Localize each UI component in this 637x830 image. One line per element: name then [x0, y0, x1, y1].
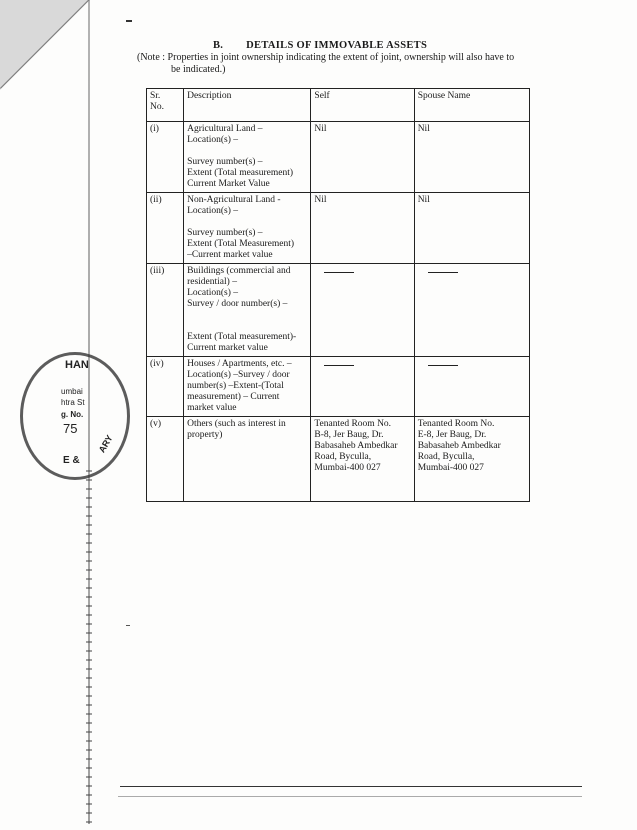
row-self-value: Tenanted Room No. B-8, Jer Baug, Dr. Babasaheb Ambedkar Road, Byculla, Mumbai-400 027	[311, 417, 414, 502]
binding-perforation	[86, 470, 92, 830]
description-part-a: Buildings (commercial and residential) – Location(s) – Survey / door number(s) –	[187, 266, 291, 309]
header-self: Self	[311, 89, 414, 122]
row-sr: (ii)	[147, 193, 184, 264]
note-text	[137, 52, 532, 76]
row-description	[184, 193, 311, 264]
stamp-text-3: htra St	[61, 398, 85, 407]
row-description	[184, 357, 311, 417]
stamp-text-5: 75	[63, 421, 78, 436]
row-sr: (iv)	[147, 357, 184, 417]
row-sr: (v)	[147, 417, 184, 502]
page-bottom-rule	[120, 786, 582, 787]
description-part-b: Survey number(s) – Extent (Total measurement) Current Market Value	[187, 157, 293, 189]
row-sr: (i)	[147, 122, 184, 193]
blank-dash	[324, 365, 354, 366]
note-line-2: be indicated.)	[171, 64, 226, 75]
description-part-a: Others (such as interest in property)	[187, 419, 286, 440]
row-description	[184, 122, 311, 193]
margin-tick	[126, 20, 132, 22]
row-self-value	[311, 357, 414, 417]
blank-dash	[428, 365, 458, 366]
row-spouse-value	[414, 264, 529, 357]
immovable-assets-table	[146, 88, 530, 502]
table-row	[147, 357, 530, 417]
notary-stamp-lettering	[55, 350, 130, 490]
margin-mark	[126, 625, 130, 626]
row-spouse-value: Tenanted Room No. E-8, Jer Baug, Dr. Babasaheb Ambedkar Road, Byculla, Mumbai-400 027	[414, 417, 529, 502]
blank-dash	[324, 272, 354, 273]
page-bottom-rule-faint	[118, 796, 582, 797]
description-part-b: Survey number(s) – Extent (Total Measurement) –Current market value	[187, 228, 295, 260]
description-part-a: Agricultural Land – Location(s) –	[187, 124, 263, 145]
header-sr-no: Sr. No.	[147, 89, 184, 122]
row-self-value: Nil	[311, 122, 414, 193]
section-heading	[213, 40, 427, 51]
table-row	[147, 264, 530, 357]
note-line-1: (Note : Properties in joint ownership indicating the extent of joint, ownership will also have to	[137, 52, 515, 63]
section-title: DETAILS OF IMMOVABLE ASSETS	[246, 40, 428, 51]
stamp-text-6: E &	[63, 455, 80, 466]
header-description: Description	[184, 89, 311, 122]
description-part-a: Non-Agricultural Land - Location(s) –	[187, 195, 281, 216]
row-self-value	[311, 264, 414, 357]
row-description	[184, 417, 311, 502]
stamp-text-7: ARY	[96, 433, 115, 455]
header-spouse: Spouse Name	[414, 89, 529, 122]
stamp-text-2: umbai	[61, 387, 83, 396]
table-row	[147, 122, 530, 193]
blank-dash	[428, 272, 458, 273]
description-part-b: Extent (Total measurement)- Current market value	[187, 332, 297, 353]
row-spouse-value: Nil	[414, 193, 529, 264]
row-self-value: Nil	[311, 193, 414, 264]
table-header-row	[147, 89, 530, 122]
section-number: B.	[213, 40, 224, 51]
table-row	[147, 417, 530, 502]
row-spouse-value	[414, 357, 529, 417]
stamp-text-1: HAN	[65, 359, 89, 371]
row-sr: (iii)	[147, 264, 184, 357]
folded-page-corner	[0, 0, 90, 90]
description-part-a: Houses / Apartments, etc. – Location(s) –Survey / door number(s) –Extent-(Total measurement) – Current market value	[187, 359, 292, 413]
row-description	[184, 264, 311, 357]
stamp-text-4: g. No.	[61, 410, 84, 419]
table-row	[147, 193, 530, 264]
row-spouse-value: Nil	[414, 122, 529, 193]
